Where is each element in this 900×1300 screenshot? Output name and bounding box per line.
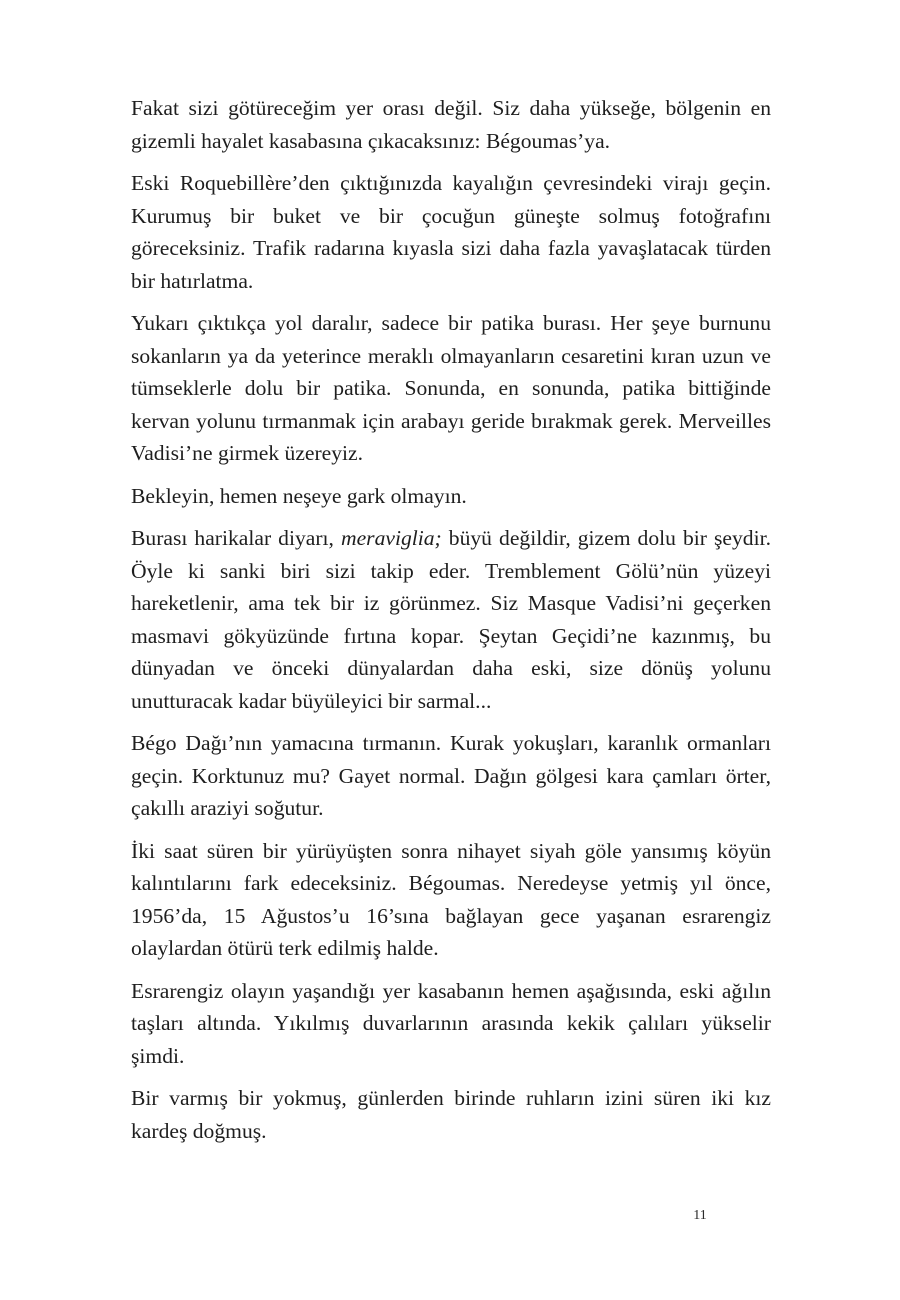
page-number: 11 xyxy=(693,1208,707,1223)
paragraph-5 xyxy=(131,522,771,717)
paragraph-6: Bégo Dağı’nın yamacına tırmanın. Kurak yokuşları, karanlık ormanları geçin. Korktunuz mu? Gayet normal. Dağın gölgesi kara çamları örter, çakıllı araziyi soğutur. xyxy=(131,731,771,820)
body-text xyxy=(131,92,771,1147)
paragraph-2: Eski Roquebillère’den çıktığınızda kayalığın çevresindeki virajı geçin. Kurumuş bir buket ve bir çocuğun güneşte solmuş fotoğrafını göreceksiniz. Trafik radarına kıyasla sizi daha fazla yavaşlatacak türden bir hatırlatma. xyxy=(131,171,771,293)
paragraph-1: Fakat sizi götüreceğim yer orası değil. Siz daha yükseğe, bölgenin en gizemli hayalet kasabasına çıkacaksınız: Bégoumas’ya. xyxy=(131,96,771,153)
paragraph-9: Bir varmış bir yokmuş, günlerden birinde ruhların izini süren iki kız kardeş doğmuş. xyxy=(131,1086,771,1143)
paragraph-5-before: Burası harikalar diyarı, xyxy=(131,526,341,550)
paragraph-7: İki saat süren bir yürüyüşten sonra nihayet siyah göle yansımış köyün kalıntılarını fark edeceksiniz. Bégoumas. Neredeyse yetmiş yıl önce, 1956’da, 15 Ağustos’u 16’sına bağlayan gece yaşanan esrarengiz olaylardan ötürü terk edilmiş halde. xyxy=(131,838,771,960)
italic-word-meraviglia: meraviglia; xyxy=(341,526,442,550)
paragraph-8: Esrarengiz olayın yaşandığı yer kasabanın hemen aşağısında, eski ağılın taşları altında. Yıkılmış duvarlarının arasında kekik çalıları yükselir şimdi. xyxy=(131,978,771,1068)
paragraph-5-after: büyü değildir, gizem dolu bir şeydir. Öyle ki sanki biri sizi takip eder. Tremblement Gölü’nün yüzeyi hareketlenir, ama tek bir iz görünmez. Siz Masque Vadisi’ni geçerken masmavi gökyüzünde fırtına kopar. Şeytan Geçidi’ne kazınmış, bu dünyadan ve önceki dünyalardan daha eski, size dönüş yolunu unutturacak kadar büyüleyici bir sarmal... xyxy=(131,526,771,713)
paragraph-4: Bekleyin, hemen neşeye gark olmayın. xyxy=(131,483,467,508)
paragraph-3: Yukarı çıktıkça yol daralır, sadece bir patika burası. Her şeye burnunu sokanların ya da yeterince meraklı olmayanların cesaretini kıran uzun ve tümseklerle dolu bir patika. Sonunda, en sonunda, patika bittiğinde kervan yolunu tırmanmak için arabayı geride bırakmak gerek. Merveilles Vadisi’ne girmek üzereyiz. xyxy=(131,311,771,465)
